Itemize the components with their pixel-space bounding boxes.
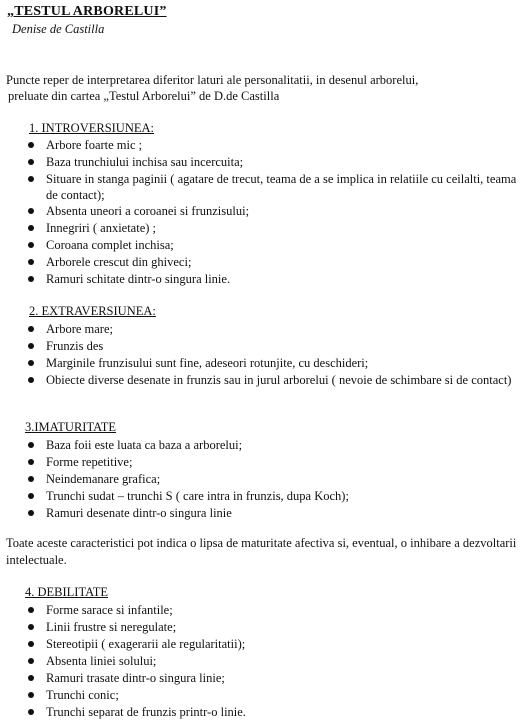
list-item: Neindemanare grafica; <box>26 471 521 488</box>
intro-line: Puncte reper de interpretarea diferitor laturi ale personalitatii, in desenul arborelui, <box>6 73 419 87</box>
list-item: Absenta uneori a coroanei si frunzisului; <box>26 203 521 220</box>
list-item: Trunchi conic; <box>26 687 521 704</box>
intro-paragraph <box>6 72 521 104</box>
document-title: „TESTUL ARBORELUI” <box>7 4 167 19</box>
list-item: Marginile frunzisului sunt fine, adeseori rotunjite, cu deschideri; <box>26 355 521 372</box>
section-heading-debilitate: 4. DEBILITATE <box>25 585 109 599</box>
bullet-icon <box>28 343 34 349</box>
bullet-icon <box>28 326 34 332</box>
section-heading-introversiunea: 1. INTROVERSIUNEA: <box>29 121 154 135</box>
list-debilitate <box>26 602 521 721</box>
list-item: Arbore foarte mic ; <box>26 137 521 154</box>
list-item: Linii frustre si neregulate; <box>26 619 521 636</box>
intro-line: preluate din cartea „Testul Arborelui” de D.de Castilla <box>8 89 280 103</box>
list-item: Innegriri ( anxietate) ; <box>26 220 521 237</box>
bullet-icon <box>28 675 34 681</box>
list-item: Baza foii este luata ca baza a arborelui; <box>26 437 521 454</box>
bullet-icon <box>28 360 34 366</box>
bullet-icon <box>28 242 34 248</box>
section-heading-imaturitate: 3.IMATURITATE <box>25 420 117 434</box>
bullet-icon <box>28 159 34 165</box>
bullet-icon <box>28 692 34 698</box>
list-item: Trunchi sudat – trunchi S ( care intra in frunzis, dupa Koch); <box>26 488 521 505</box>
list-item: Trunchi separat de frunzis printr-o linie. <box>26 704 521 721</box>
bullet-icon <box>28 176 34 182</box>
bullet-icon <box>28 510 34 516</box>
section-heading-extraversiunea: 2. EXTRAVERSIUNEA: <box>29 304 156 318</box>
list-item: Ramuri trasate dintr-o singura linie; <box>26 670 521 687</box>
conclusion-paragraph: Toate aceste caracteristici pot indica o lipsa de maturitate afectiva si, eventual, o inhibare a dezvoltarii intelectuale. <box>6 536 517 567</box>
list-item: Obiecte diverse desenate in frunzis sau in jurul arborelui ( nevoie de schimbare si de contact) <box>26 372 521 389</box>
list-item: Stereotipii ( exagerarii ale regularitatii); <box>26 636 521 653</box>
list-item: Coroana complet inchisa; <box>26 237 521 254</box>
bullet-icon <box>28 641 34 647</box>
bullet-icon <box>28 377 34 383</box>
bullet-icon <box>28 208 34 214</box>
list-item: Baza trunchiului inchisa sau incercuita; <box>26 154 521 171</box>
bullet-icon <box>28 607 34 613</box>
bullet-icon <box>28 276 34 282</box>
bullet-icon <box>28 476 34 482</box>
bullet-icon <box>28 442 34 448</box>
list-item: Ramuri schitate dintr-o singura linie. <box>26 271 521 288</box>
bullet-icon <box>28 658 34 664</box>
list-item: Frunzis des <box>26 338 521 355</box>
bullet-icon <box>28 259 34 265</box>
list-item: Arbore mare; <box>26 321 521 338</box>
list-imaturitate <box>26 437 521 522</box>
document-author: Denise de Castilla <box>12 22 105 36</box>
list-item: Arborele crescut din ghiveci; <box>26 254 521 271</box>
list-extraversiunea <box>26 321 521 389</box>
bullet-icon <box>28 624 34 630</box>
list-item: Forme sarace si infantile; <box>26 602 521 619</box>
bullet-icon <box>28 459 34 465</box>
bullet-icon <box>28 142 34 148</box>
bullet-icon <box>28 225 34 231</box>
list-item: Ramuri desenate dintr-o singura linie <box>26 505 521 522</box>
list-introversiunea <box>26 137 521 288</box>
list-item: Forme repetitive; <box>26 454 521 471</box>
list-item: Situare in stanga paginii ( agatare de trecut, teama de a se implica in relatiile cu ceilalti, teama de contact); <box>26 171 521 203</box>
bullet-icon <box>28 709 34 715</box>
list-item: Absenta liniei solului; <box>26 653 521 670</box>
bullet-icon <box>28 493 34 499</box>
